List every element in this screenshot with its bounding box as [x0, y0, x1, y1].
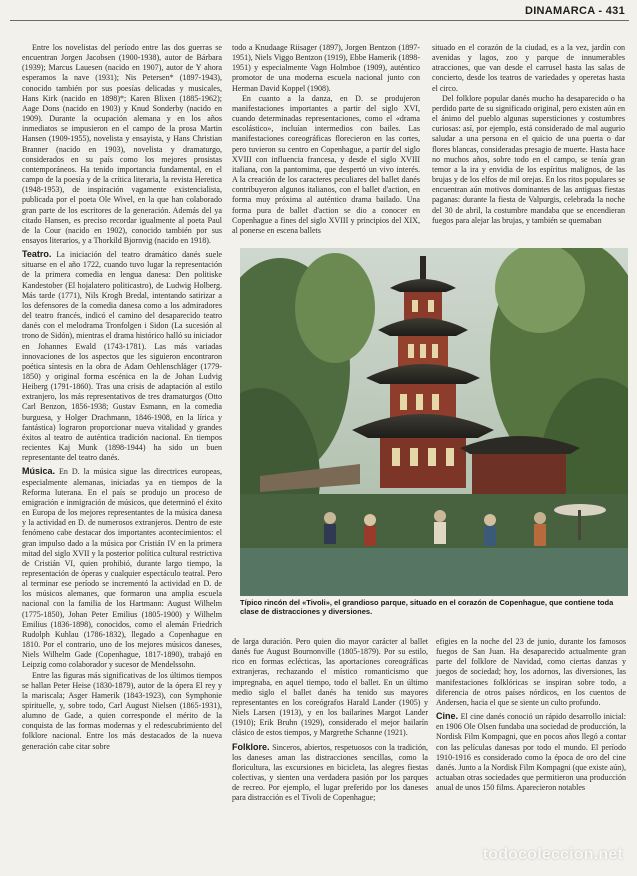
section-teatro: [22, 249, 222, 463]
lake: [240, 548, 628, 596]
heading-teatro: Teatro.: [22, 249, 52, 260]
paragraph-composers: Entre las figuras más significativas de los últimos tiempos se hallan Peter Heise (1830-1879), autor de la ópera El rey y la mariscala; Asger Hamerik (1843-1923), con Symphonie spirituelle, y, sobre todo, Carl August Nielsen (1865-1931), alumno de Gade, a quien corresponde el mérito de la conquista de las formas modernas y el redescubrimiento del folklore nacional. Entre los más destacados de la nueva generación cabe citar sobre: [22, 670, 222, 751]
paragraph-san-juan: efigies en la noche del 23 de junio, durante los famosos fuegos de San Juan. Ha desaparecido actualmente gran parte del folklore de Navidad, como ciertas danzas y juegos de sociedad; hoy, los adornos, las diversiones, las manifestaciones folklóricas se inspiran sobre todo, a diferencia de otros países nórdicos, en los cuentos de Andersen, hacia el que se siente un culto profundo.: [436, 637, 626, 707]
column-left: [22, 43, 222, 752]
tivoli-pagoda-photo: [240, 248, 628, 596]
text-musica: En D. la música sigue las directrices europeas, especialmente alemanas, iniciadas ya en tiempos de la Reforma luterana. En el país se produjo un proceso de emigración e inmigración de músicos, que determinó el éxito en Europa de los mejores representantes de la música danesa y la actividad en D. de numerosos extranjeros. Dentro de este fenómeno cabe destacar dos importantes acontecimientos: el gran impulso dado a la música por Cristián IV en la primera mitad del siglo XVII y la posterior política cultural restrictiva de Cristián VI, quien prohibió, durante largo tiempo, la representación de óperas y cualquier espectáculo teatral. Pero al terminar ese período se incrementó la actividad en D. de los músicos alemanes, que formaron una amplia escuela nacional con la familia de los Hartmann: August Wilhelm (1775-1850), Johan Peter Emilius (1805-1900) y Wilhelm Emilius (1836-1898), conocidos, como el alemán Friedrich Rudolph Kuhlau (1786-1832), llegado a Copenhague en 1810. Por el contrario, uno de los mejores músicos daneses, Niels Wilhelm Gade (Copenhague, 1817-1890), trabajó en Leipzig como colaborador y sucesor de Mendelssohn.: [22, 467, 223, 670]
section-folklore: [232, 742, 428, 804]
paragraph-modern-composers: todo a Knudaage Riisager (1897), Jorgen Bentzon (1897-1951), Niels Viggo Bentzon (1919), Ebbe Hamerik (1898-1951) y especialmente Vagn Holmboe (1909), auténtico promotor de una moderna escuela nacional junto con Herman David Koppel (1908).: [232, 43, 420, 93]
text-cine: El cine danés conoció un rápido desarrollo inicial: en 1906 Ole Olsen fundaba una sociedad de producción, la Nordisk Film Kompagni, que en pocos años llegó a contar con las películas danesas por todo el mundo. El período 1910-1916 es considerado como la época de oro del cine danés. Junto a la Nordisk Film Kompagni (que existe aún), actuaban otras sociedades que permitieron una producción anual de unos 150 films. Aparecieron notables: [436, 712, 626, 793]
heading-musica: Música.: [22, 466, 56, 477]
section-cine: [436, 711, 626, 793]
paragraph-novelists: Entre los novelistas del período entre las dos guerras se encuentran Jorgen Jacobsen (1900-1938), autor de Bárbara (1939); Marcus Lauesen (nacido en 1907), autor de Y ahora esperamos la nave (1931); Nis Petersen* (1897-1943), conocido también por sus poesías delicadas y musicales, Hans Kirk (nacido en 1898)*; Karen Blixen (1885-1962); Aage Dons (nacido en 1903) y Knud Sonderby (nacido en 1909). Durante la ocupación alemana y en los años inmediatos se impusieron en el campo de la prosa Martin Hansen (1909-1955), novelista y ensayista, y Hans Christian Branner (nacido en 1903), novelista y dramaturgo, considerados en su país como los mejores prosistas contemporáneos. Ha tenido importancia fundamental, en el campo de la poesía y de la crítica literaria, la revista Heretica (1948-1953), de inspiración vagamente existencialista, publicada por el poeta Ole Wivel, en la que han colaborado gran parte de los escritores de la generación. Además del ya citado Hansen, es preciso recordar igualmente al poeta Paul de la Cour (nacido en 1902), conocido también por sus ensayos literarios, y a Thorkild Bjornvig (nacido en 1918).: [22, 43, 222, 245]
column-middle-top: [232, 43, 420, 236]
heading-folklore: Folklore.: [232, 741, 270, 752]
header-rule: [10, 20, 629, 21]
running-head: DINAMARCA - 431: [524, 5, 625, 17]
section-musica: [22, 466, 222, 670]
heading-cine: Cine.: [436, 711, 459, 722]
column-right-top: [432, 43, 625, 226]
paragraph-folklore-superstitions: Del folklore popular danés mucho ha desaparecido o ha perdido parte de su significado original, pero existen aún en el ánimo del pueblo algunas supersticiones y costumbres curiosas: así, por ejemplo, está considerado de mal augurio saludar a una persona en el quicio de una puerta o dar flores blancas, consideradas presagio de muerte. Hasta hace no muchos años, sobre todo en el campo, se tenía gran temor a la ira y envidia de los espíritus malignos, de las brujas y de los elfos de mil orejas. En los ritos populares se encuentran aún motivos dominantes de las antiguas fiestas paganas: durante la fiesta de Valpurgis, celebrada la noche del 30 de abril, la costumbre mandaba que se encendieran fuegos para alejar las brujas, y también se quemaban: [432, 93, 625, 225]
text-folklore: Sinceros, abiertos, respetuosos con la tradición, los daneses aman las distracciones sencillas, como la floricultura, las excursiones en bicicleta, las alegres fiestas colectivas, y sienten una verdadera pasión por los parques de recreo. Por ejemplo, el lugar preferido por los daneses para distracción es el Tívoli de Copenhague;: [232, 742, 428, 803]
paragraph-dance: En cuanto a la danza, en D. se produjeron manifestaciones importantes a partir del siglo XVI, cuando determinadas representaciones, como el «drama escolástico», incluían intermedios con bailes. Las manifestaciones coreográficas florecieron en las cortes, pero tuvieron su centro en Copenhague, a partir del siglo XVIII con influencia francesa, y desde el siglo XVIII italiana, con la pantomima, que despertó un vivo interés. A la creación de los caracteres peculiares del ballet danés contribuyeron algunos italianos, con el ballet d'action, en forma muy próxima al auténtico drama bailado. Una forma pura de ballet d'action se dio a conocer en Copenhague a fines del siglo XVIII y principios del XIX, al ponerse en escena ballets: [232, 93, 420, 235]
text-teatro: La iniciación del teatro dramático danés suele situarse en el año 1722, cuando tuvo lugar la representación de la primera comedia en lengua danesa: Den politiske Kandestober (El hojalatero politicastro), de Ludwig Holberg. Más tarde (1771), Nils Krogh Bredal, intentando satirizar a los defensores de la comedia danesa como a los admiradores del teatro francés, indicó el camino del desaparecido teatro danés con el melodrama Tronfolgen i Sidon (La sucesión al trono de Sidón), mientras el drama histórico halló su iniciador en Johannes Ewald (1743-1781). Las más variadas innovaciones de los aspectos que les siguieron encontraron poética síntesis en la obra de Adam Oehlenschläger (1779-1850) y original forma escénica en la de Johan Ludvig Heiberg (1791-1860). Tras una crisis de adaptación al estilo extranjero, los más representativos de tres dramaturgos (Otto Carl Benzon, 1856-1938; Gustav Esmann, en la comedia burguesa, y Holger Drachmann, 1846-1908, en la lírica y fantástica) lograron proporcionar nueva vitalidad y grandes éxitos al teatro de auténtica tradición nacional. En tiempos recientes Kaj Munk (1898-1944) ha sido un buen representante del teatro danés.: [22, 250, 222, 463]
column-middle-bottom: [232, 637, 428, 804]
paragraph-ballet: de larga duración. Pero quien dio mayor carácter al ballet danés fue August Bournonville (1805-1879). Por su estilo, rico en formas eclécticas, las aportaciones coreográficas extranjeras, rechazando el místico romanticismo que impregnaba, en aquel tiempo, todo el ballet. En un último medio siglo el ballet danés ha tenido sus mayores representantes en los coreógrafos Harald Lander (1905) y Niels Larsen (1913), y en los bailarines Margot Lander (1910); Erik Bruhn (1929), considerado el mejor bailarín clásico de estos tiempos, y Margrethe Schanne (1921).: [232, 637, 428, 738]
paragraph-tivoli: situado en el corazón de la ciudad, es a la vez, jardín con avenidas y lagos, zoo y parque de innumerables atracciones, que van desde el carrusel hasta las salas de concierto, desde los teatros de variedades y operetas hasta el circo.: [432, 43, 625, 93]
pagoda-illustration: [240, 248, 628, 596]
watermark: todocoleccion.net: [482, 846, 623, 863]
column-right-bottom: [436, 637, 626, 793]
photo-caption: Típico rincón del «Tivoli», el grandioso parque, situado en el corazón de Copenhague, que contiene toda clase de distracciones y diversiones.: [240, 598, 614, 617]
